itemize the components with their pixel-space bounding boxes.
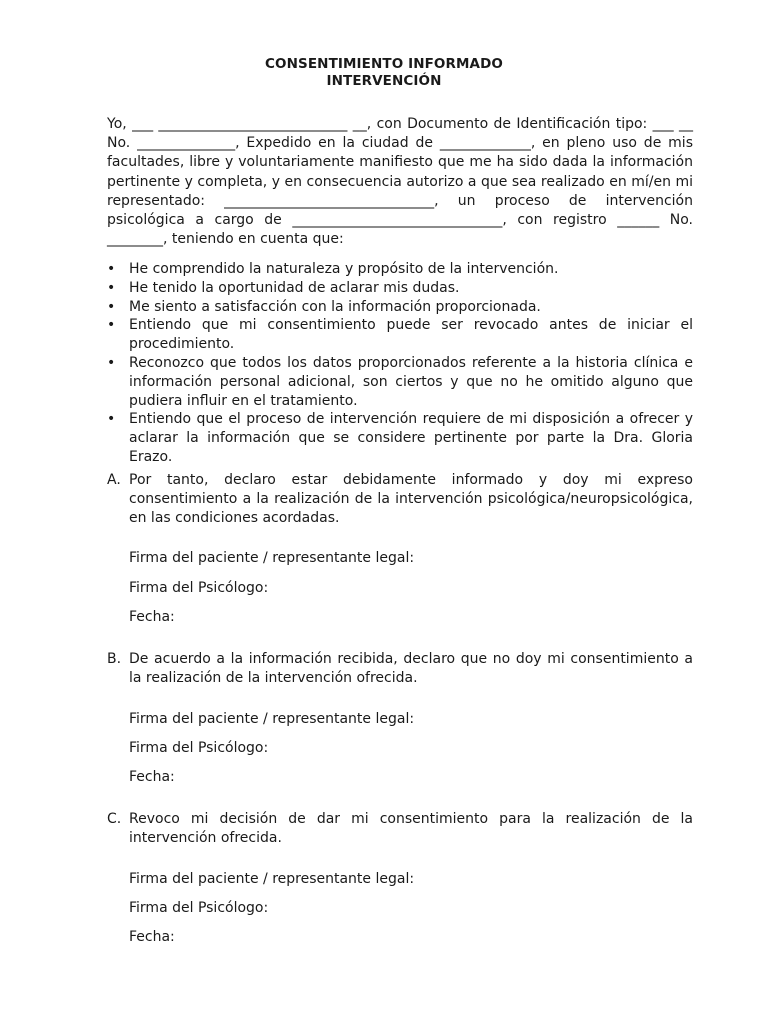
intro-paragraph: Yo, ___ ___________________________ __, con Documento de Identificación tipo: ___ __ No. ______________, Expedido en la ciudad de _____________, en pleno uso de mis facultades, libre y voluntariamente manifiesto que me ha sido dada la información pertinente y completa, y en consecuencia autorizo a que sea realizado en mí/en mi representado: ______________________________, un proceso de intervención psicológica a cargo de ______________________________, con registro ______ No. ________, teniendo en cuenta que: xyxy=(107,116,693,248)
list-item-text: Me siento a satisfacción con la información proporcionada. xyxy=(129,298,541,315)
psychologist-signature-label: Firma del Psicólogo: xyxy=(129,580,269,596)
list-item xyxy=(107,260,693,279)
patient-signature-label: Firma del paciente / representante legal: xyxy=(129,711,415,727)
bullet-icon: • xyxy=(107,354,116,371)
list-item-text: He tenido la oportunidad de aclarar mis dudas. xyxy=(129,279,460,296)
option-c xyxy=(107,810,693,950)
psychologist-signature-label: Firma del Psicólogo: xyxy=(129,740,269,756)
option-statement xyxy=(107,810,693,848)
date-label: Fecha: xyxy=(129,609,175,625)
option-statement xyxy=(107,471,693,528)
document-title: CONSENTIMIENTO INFORMADO xyxy=(265,56,503,72)
option-letter: B. xyxy=(107,651,122,667)
patient-signature-label: Firma del paciente / representante legal: xyxy=(129,550,415,566)
patient-signature-label: Firma del paciente / representante legal: xyxy=(129,871,415,887)
list-item xyxy=(107,410,693,466)
option-text: De acuerdo a la información recibida, declaro que no doy mi consentimiento a la realización de la intervención ofrecida. xyxy=(129,651,693,686)
option-text: Revoco mi decisión de dar mi consentimiento para la realización de la intervención ofrecida. xyxy=(129,811,693,846)
bullet-icon: • xyxy=(107,411,116,428)
list-item xyxy=(107,316,693,354)
list-item xyxy=(107,298,693,317)
list-item xyxy=(107,354,693,410)
list-item-text: Entiendo que el proceso de intervención requiere de mi disposición a ofrecer y aclarar la información que se considere pertinente por parte la Dra. Gloria Erazo. xyxy=(129,411,693,465)
option-letter: A. xyxy=(107,472,121,488)
date-label: Fecha: xyxy=(129,929,175,945)
bullet-icon: • xyxy=(107,261,116,277)
list-item-text: Entiendo que mi consentimiento puede ser revocado antes de iniciar el procedimiento. xyxy=(129,317,693,353)
list-item-text: He comprendido la naturaleza y propósito de la intervención. xyxy=(129,261,559,277)
option-text: Por tanto, declaro estar debidamente informado y doy mi expreso consentimiento a la realización de la intervención psicológica/neuropsicológica, en las condiciones acordadas. xyxy=(129,472,693,526)
psychologist-signature-label: Firma del Psicólogo: xyxy=(129,900,269,916)
bullet-icon: • xyxy=(107,298,116,315)
date-label: Fecha: xyxy=(129,769,175,785)
bullet-icon: • xyxy=(107,279,116,296)
list-item-text: Reconozco que todos los datos proporcionados referente a la historia clínica e información personal adicional, son ciertos y que no he omitido alguno que pudiera influir en el tratamiento. xyxy=(129,354,693,409)
option-b xyxy=(107,650,693,790)
option-a xyxy=(107,471,693,631)
bullet-icon: • xyxy=(107,317,116,334)
conditions-list xyxy=(107,260,693,467)
option-statement xyxy=(107,650,693,688)
list-item xyxy=(107,279,693,298)
document-subtitle: INTERVENCIÓN xyxy=(326,73,442,89)
option-letter: C. xyxy=(107,811,122,827)
